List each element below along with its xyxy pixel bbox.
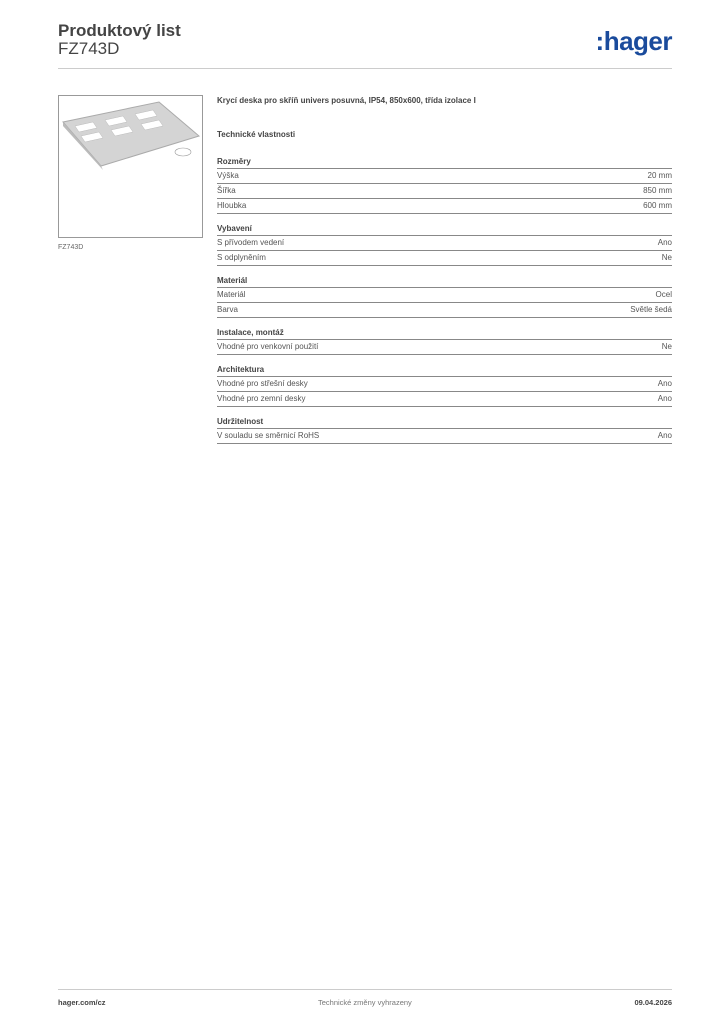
- section-title: Rozměry: [217, 156, 672, 169]
- spec-value: Ano: [657, 431, 672, 440]
- section-title: Materiál: [217, 275, 672, 288]
- spec-value: Ne: [661, 253, 672, 262]
- section-title: Udržitelnost: [217, 416, 672, 429]
- spec-value: Ocel: [655, 290, 672, 299]
- spec-section: [217, 364, 672, 407]
- spec-section: [217, 327, 672, 355]
- footer-website[interactable]: hager.com/cz: [58, 998, 106, 1007]
- spec-value: 20 mm: [647, 171, 672, 180]
- product-code: FZ743D: [58, 39, 120, 58]
- header-divider: [58, 68, 672, 69]
- spec-row: [217, 392, 672, 407]
- tech-heading: Technické vlastnosti: [217, 130, 296, 139]
- spec-label: S odplyněním: [217, 253, 266, 262]
- hager-logo: :hager: [595, 26, 672, 56]
- spec-row: [217, 199, 672, 214]
- section-title: Instalace, montáž: [217, 327, 672, 340]
- product-image: [58, 95, 203, 238]
- spec-label: Barva: [217, 305, 238, 314]
- spec-value: 850 mm: [643, 186, 672, 195]
- spec-row: [217, 236, 672, 251]
- spec-section: [217, 223, 672, 266]
- spec-label: S přívodem vedení: [217, 238, 285, 247]
- spec-row: [217, 303, 672, 318]
- spec-row: [217, 288, 672, 303]
- spec-label: Hloubka: [217, 201, 247, 210]
- image-caption: FZ743D: [58, 244, 84, 251]
- spec-section: [217, 416, 672, 444]
- spec-label: V souladu se směrnicí RoHS: [217, 431, 320, 440]
- product-description: Krycí deska pro skříň univers posuvná, IP54, 850x600, třída izolace I: [217, 96, 476, 105]
- spec-row: [217, 251, 672, 266]
- spec-row: [217, 169, 672, 184]
- spec-label: Šířka: [217, 186, 236, 195]
- spec-value: Ano: [657, 379, 672, 388]
- footer-note: Technické změny vyhrazeny: [318, 998, 412, 1007]
- spec-row: [217, 340, 672, 355]
- spec-value: Světle šedá: [630, 305, 672, 314]
- spec-label: Vhodné pro střešní desky: [217, 379, 308, 388]
- spec-value: 600 mm: [643, 201, 672, 210]
- spec-row: [217, 429, 672, 444]
- footer-date: 09.04.2026: [634, 998, 672, 1007]
- spec-label: Materiál: [217, 290, 246, 299]
- spec-row: [217, 184, 672, 199]
- spec-section: [217, 156, 672, 214]
- spec-row: [217, 377, 672, 392]
- section-title: Vybavení: [217, 223, 672, 236]
- footer-divider: [58, 989, 672, 990]
- spec-label: Vhodné pro zemní desky: [217, 394, 306, 403]
- spec-label: Výška: [217, 171, 239, 180]
- spec-value: Ano: [657, 394, 672, 403]
- product-details: [217, 96, 672, 453]
- page-title: Produktový list: [58, 21, 181, 40]
- spec-label: Vhodné pro venkovní použití: [217, 342, 319, 351]
- spec-value: Ne: [661, 342, 672, 351]
- section-title: Architektura: [217, 364, 672, 377]
- spec-value: Ano: [657, 238, 672, 247]
- spec-section: [217, 275, 672, 318]
